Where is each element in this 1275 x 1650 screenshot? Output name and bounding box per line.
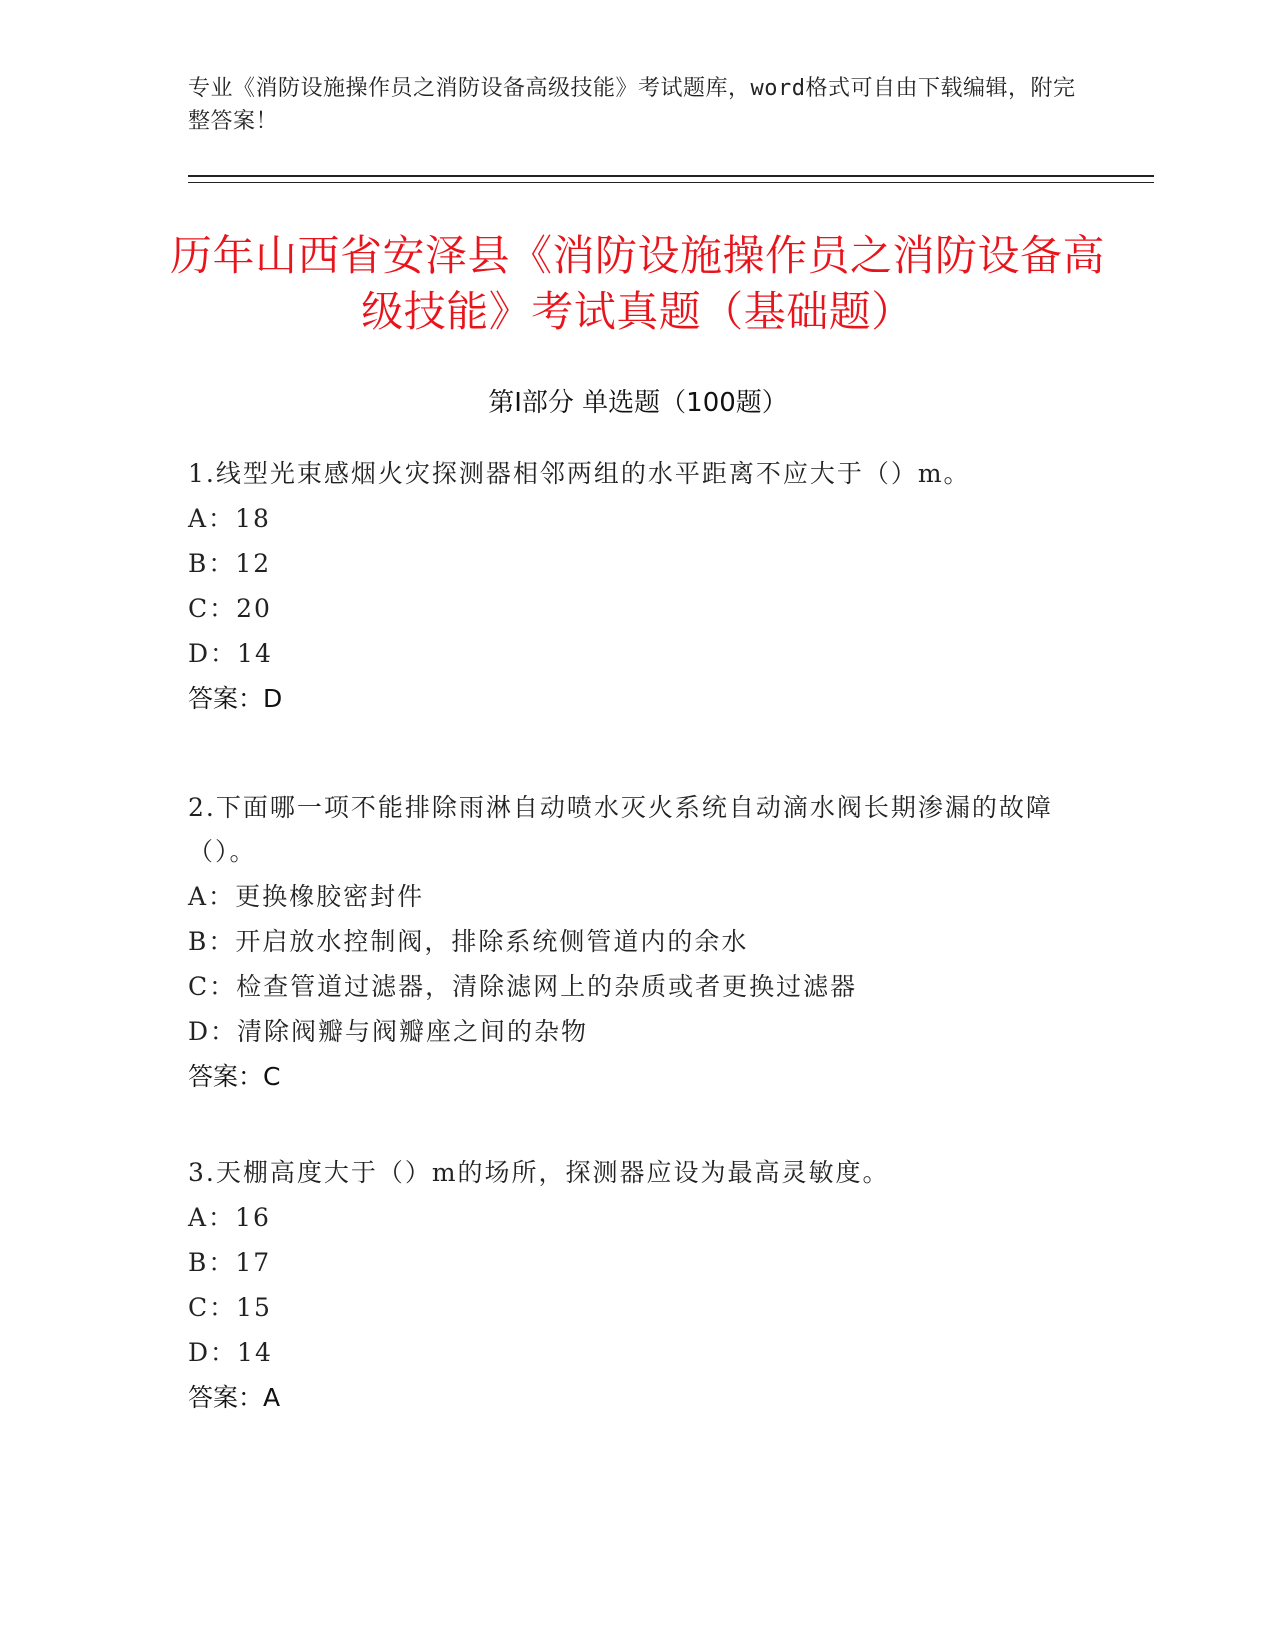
header-divider-thin — [188, 182, 1154, 183]
option-key: D： — [188, 1338, 238, 1367]
answer-line: 答案：A — [188, 1383, 281, 1412]
option-value: 检查管道过滤器，清除滤网上的杂质或者更换过滤器 — [236, 972, 858, 1001]
option-key: B： — [188, 927, 236, 956]
question-block-2 — [188, 786, 1088, 1099]
option-b — [188, 1240, 1088, 1285]
option-key: C： — [188, 594, 237, 623]
option-c — [188, 1285, 1088, 1330]
option-value: 更换橡胶密封件 — [235, 882, 425, 911]
option-value: 20 — [236, 594, 272, 623]
question-block-1 — [188, 452, 1088, 721]
option-key: B： — [188, 1248, 236, 1277]
option-value: 17 — [235, 1248, 272, 1277]
option-value: 16 — [235, 1203, 271, 1232]
document-title: 历年山西省安泽县《消防设施操作员之消防设备高级技能》考试真题（基础题） — [169, 231, 1105, 336]
option-value: 开启放水控制阀，排除系统侧管道内的余水 — [235, 927, 749, 956]
option-key: C： — [188, 972, 237, 1001]
section-heading: 第Ⅰ部分 单选题（100题） — [488, 388, 788, 418]
option-value: 清除阀瓣与阀瓣座之间的杂物 — [237, 1017, 589, 1046]
option-d — [188, 631, 1088, 676]
answer-line: 答案：D — [188, 684, 283, 713]
question-text: 2.下面哪一项不能排除雨淋自动喷水灭火系统自动滴水阀长期渗漏的故障（）。 — [188, 793, 1053, 866]
option-b — [188, 919, 1088, 964]
header-note: 专业《消防设施操作员之消防设备高级技能》考试题库，word格式可自由下载编辑，附完整答案！ — [188, 76, 1076, 134]
option-value: 14 — [237, 1338, 273, 1367]
option-key: D： — [188, 639, 238, 668]
question-block-3 — [188, 1151, 1088, 1420]
option-c — [188, 964, 1088, 1009]
option-d — [188, 1009, 1088, 1054]
option-key: A： — [188, 882, 236, 911]
option-a — [188, 496, 1088, 541]
option-key: B： — [188, 549, 236, 578]
header-divider-thick — [188, 175, 1154, 177]
option-a — [188, 1195, 1088, 1240]
option-value: 18 — [235, 504, 271, 533]
option-key: D： — [188, 1017, 238, 1046]
question-text: 3.天棚高度大于（）m的场所，探测器应设为最高灵敏度。 — [188, 1158, 890, 1187]
answer-line: 答案：C — [188, 1062, 281, 1091]
option-a — [188, 874, 1088, 919]
option-value: 15 — [236, 1293, 272, 1322]
option-value: 14 — [237, 639, 273, 668]
option-key: A： — [188, 1203, 236, 1232]
option-key: A： — [188, 504, 236, 533]
option-key: C： — [188, 1293, 237, 1322]
option-c — [188, 586, 1088, 631]
option-d — [188, 1330, 1088, 1375]
option-b — [188, 541, 1088, 586]
question-text: 1.线型光束感烟火灾探测器相邻两组的水平距离不应大于（）m。 — [188, 459, 971, 488]
option-value: 12 — [235, 549, 272, 578]
